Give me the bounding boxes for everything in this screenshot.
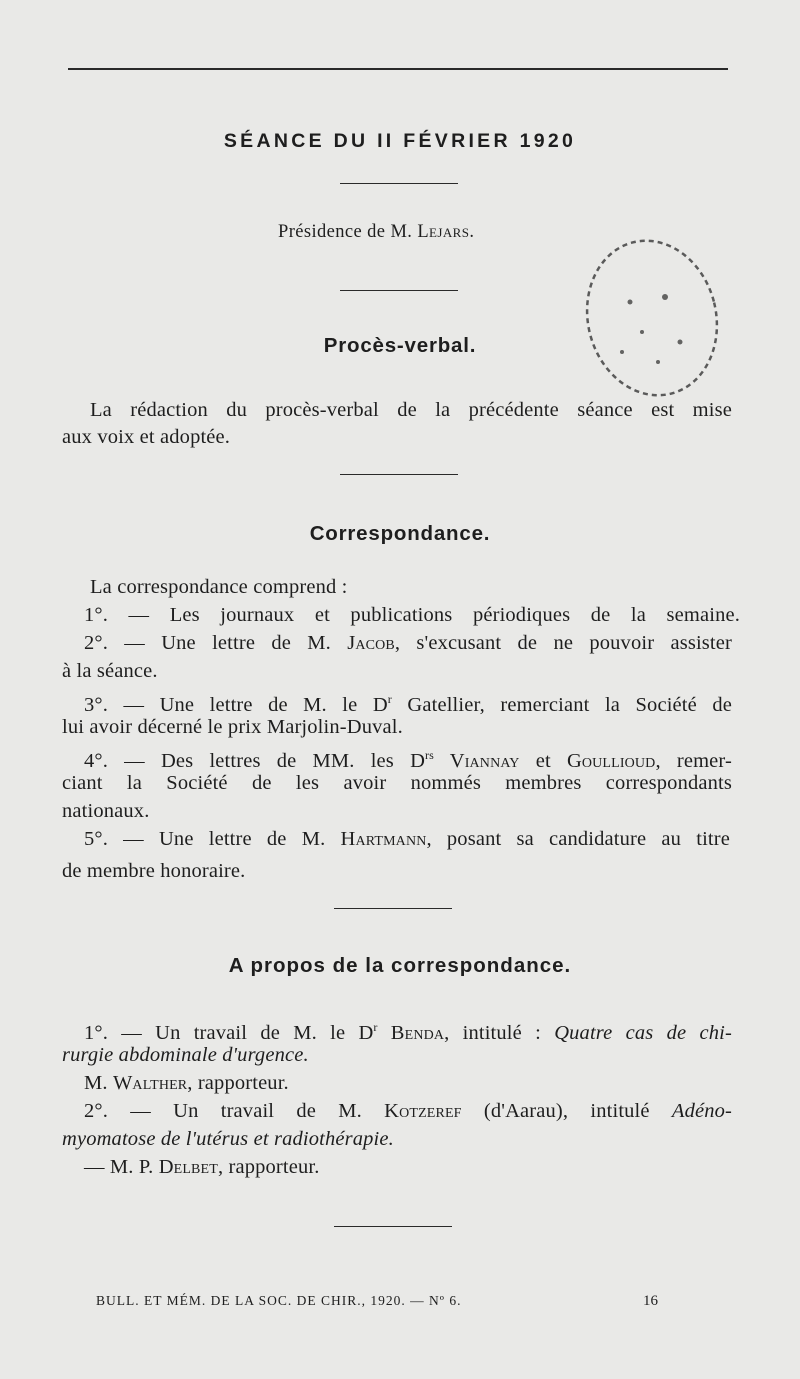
separator-2 bbox=[340, 290, 458, 291]
pv-line-2: aux voix et adoptée. bbox=[62, 426, 231, 448]
president-name: Lejars bbox=[417, 222, 470, 242]
presidence-prefix: Présidence de M. bbox=[278, 222, 418, 242]
name-benda: Benda bbox=[377, 1021, 445, 1044]
separator-3 bbox=[340, 474, 458, 475]
corr-item-4-cont-2: nationaux. bbox=[62, 800, 150, 822]
corr-item-4: 4°. — Des lettres de MM. les $D^{rs}$ Viannay et Goullioud, remer- bbox=[84, 748, 732, 772]
pv-line-1: La rédaction du procès-verbal de la précédente séance est mise bbox=[90, 399, 732, 421]
corr-item-2: 2°. — Une lettre de M. Jacob, s'excusant de ne pouvoir assister bbox=[84, 632, 732, 654]
corr-item-3: 3°. — Une lettre de M. le $D^r$ Gatellier, remerciant la Société de bbox=[84, 692, 732, 716]
ap-rapporteur-2: — M. P. Delbet, rapporteur. bbox=[84, 1156, 320, 1178]
corr-item-3-cont: lui avoir décerné le prix Marjolin-Duval. bbox=[62, 716, 403, 738]
ap-item-2-cont: myomatose de l'utérus et radiothérapie. bbox=[62, 1128, 394, 1150]
top-rule bbox=[68, 68, 728, 70]
proces-verbal-heading: Procès-verbal. bbox=[323, 334, 477, 357]
page-number: 16 bbox=[643, 1293, 658, 1309]
correspondance-heading: Correspondance. bbox=[309, 522, 491, 545]
presidence-line bbox=[278, 222, 474, 243]
name-goullioud: Goullioud bbox=[566, 749, 656, 772]
corr-item-1: 1°. — Les journaux et publications périodiques de la semaine. bbox=[84, 604, 740, 626]
library-stamp bbox=[570, 222, 740, 402]
seance-title: SÉANCE DU II FÉVRIER 1920 bbox=[223, 130, 577, 152]
ap-item-1-cont: rurgie abdominale d'urgence. bbox=[62, 1044, 309, 1066]
name-delbet: Delbet bbox=[158, 1156, 218, 1178]
name-hartmann: Hartmann bbox=[340, 828, 427, 850]
footer-citation: BULL. ET MÉM. DE LA SOC. DE CHIR., 1920. — Nº 6. bbox=[96, 1293, 462, 1308]
name-viannay: Viannay bbox=[434, 749, 520, 772]
corr-intro: La correspondance comprend : bbox=[90, 576, 348, 598]
name-walther: Walther bbox=[112, 1072, 188, 1094]
name-kotzeref: Kotzeref bbox=[384, 1100, 462, 1122]
ap-rapporteur-1: M. Walther, rapporteur. bbox=[84, 1072, 289, 1094]
separator-5 bbox=[334, 1226, 452, 1227]
name-jacob: Jacob bbox=[347, 632, 395, 654]
corr-item-5: 5°. — Une lettre de M. Hartmann, posant sa candidature au titre bbox=[84, 828, 730, 850]
separator-4 bbox=[334, 908, 452, 909]
ap-item-2: 2°. — Un travail de M. Kotzeref (d'Aarau), intitulé Adéno- bbox=[84, 1100, 733, 1122]
corr-item-5-cont: de membre honoraire. bbox=[62, 860, 246, 882]
corr-item-2-cont: à la séance. bbox=[62, 660, 158, 682]
ap-item-1: 1°. — Un travail de M. le $D^r$ Benda, intitulé : Quatre cas de chi- bbox=[84, 1020, 733, 1044]
separator-1 bbox=[340, 183, 458, 184]
a-propos-heading: A propos de la correspondance. bbox=[228, 954, 572, 977]
corr-item-4-cont: ciant la Société de les avoir nommés membres correspondants bbox=[62, 772, 732, 794]
presidence-suffix: . bbox=[469, 222, 475, 242]
